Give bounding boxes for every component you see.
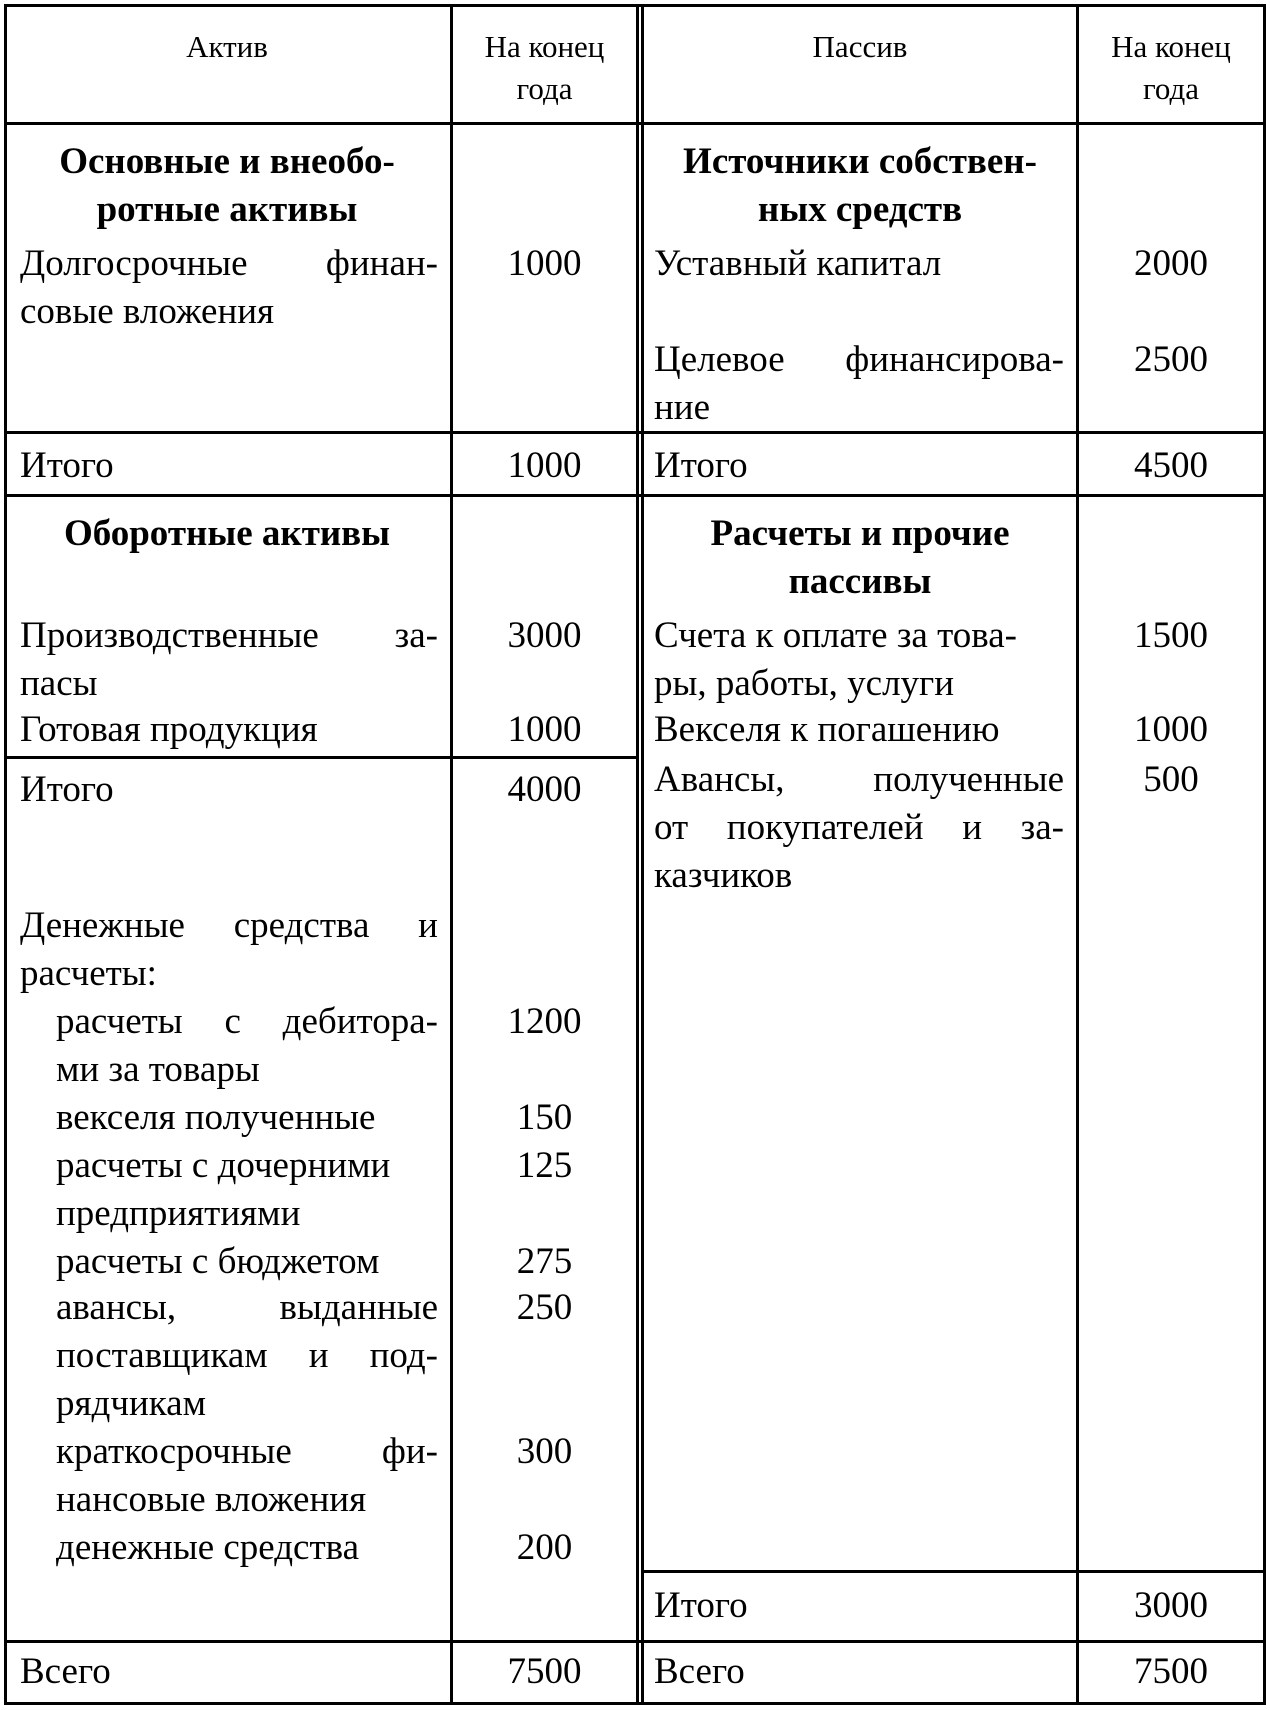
liability-grand-total-label: Всего: [654, 1651, 745, 1692]
cash-value: 200: [516, 1527, 573, 1568]
charter-capital-value: 2000: [1134, 243, 1208, 284]
liability-section2-total-line: [641, 1570, 1266, 1573]
grand-total-top-line: [4, 1640, 1266, 1643]
asset-section1-total-value: 1000: [507, 445, 582, 486]
longterm-investments-line2: совые вложения: [20, 291, 275, 332]
header-liability: Пассив: [812, 29, 908, 64]
liability-section2-title-line2: пассивы: [788, 561, 932, 602]
target-financing-value: 2500: [1134, 339, 1208, 380]
liability-section1-title-line2: ных средств: [757, 189, 963, 230]
cash-and-settlements-line2: расчеты:: [20, 953, 157, 994]
asset-section2-title: Оборотные активы: [63, 513, 391, 554]
shortterm-investments-line2: нансовые вложения: [56, 1479, 367, 1520]
payables-line1: Счета к оплате за това-: [654, 615, 1018, 656]
subsidiaries-line1: расчеты с дочерними: [56, 1145, 391, 1186]
longterm-investments-line1: Долгосрочные финан-: [20, 243, 438, 284]
bills-received-label: векселя полученные: [56, 1097, 376, 1138]
payables-line2: ры, работы, услуги: [654, 663, 955, 704]
budget-value: 275: [516, 1241, 573, 1282]
asset-section1-title-line2: ротные активы: [96, 189, 358, 230]
advances-issued-line2: поставщикам и под-: [56, 1335, 438, 1376]
cash-and-settlements-line1: Денежные средства и: [20, 905, 438, 946]
advances-issued-line1: авансы, выданные: [56, 1287, 438, 1328]
inventory-line2: пасы: [20, 663, 98, 704]
table-border-right: [1263, 4, 1266, 1705]
payables-value: 1500: [1134, 615, 1208, 656]
charter-capital-label: Уставный капитал: [654, 243, 942, 284]
subsidiaries-line2: предприятиями: [56, 1193, 301, 1234]
advances-issued-value: 250: [516, 1287, 573, 1328]
shortterm-investments-line1: краткосрочные фи-: [56, 1431, 438, 1472]
liability-section2-total-value: 3000: [1134, 1585, 1208, 1626]
liability-section1-title-line1: Источники собствен-: [683, 141, 1037, 182]
target-financing-line1: Целевое финансирова-: [654, 339, 1064, 380]
asset-liability-divider-1: [636, 4, 639, 1705]
longterm-investments-value: 1000: [507, 243, 582, 284]
target-financing-line2: ние: [654, 387, 711, 428]
advances-received-value: 500: [1143, 759, 1199, 800]
inventory-value: 3000: [507, 615, 582, 656]
section1-total-bottom-line: [4, 494, 1266, 497]
asset-grand-total-value: 7500: [507, 1651, 582, 1692]
budget-label: расчеты с бюджетом: [56, 1241, 380, 1282]
header-row-divider: [4, 122, 1266, 125]
table-border-left: [4, 4, 7, 1705]
inventory-line1: Производственные за-: [20, 615, 438, 656]
advances-received-line2: от покупателей и за-: [654, 807, 1064, 848]
advances-received-line1: Авансы, полученные: [654, 759, 1064, 800]
advances-received-line3: казчиков: [654, 855, 793, 896]
liability-section1-total-label: Итого: [654, 445, 748, 486]
finished-goods-label: Готовая продукция: [20, 709, 318, 750]
header-liability-period-line2: года: [1142, 71, 1200, 106]
asset-section1-title-line1: Основные и внеобо-: [59, 141, 395, 182]
subsidiaries-value: 125: [516, 1145, 573, 1186]
shortterm-investments-value: 300: [516, 1431, 573, 1472]
asset-liability-divider-2: [641, 4, 644, 1705]
finished-goods-value: 1000: [507, 709, 582, 750]
advances-issued-line3: рядчикам: [56, 1383, 207, 1424]
header-asset: Актив: [186, 29, 268, 64]
bills-payable-value: 1000: [1134, 709, 1208, 750]
debtors-value: 1200: [507, 1001, 582, 1042]
bills-payable-label: Векселя к погашению: [654, 709, 1000, 750]
header-liability-period-line1: На конец: [1111, 29, 1231, 64]
header-asset-period-line1: На конец: [484, 29, 605, 64]
liability-grand-total-value: 7500: [1134, 1651, 1208, 1692]
asset-section1-total-label: Итого: [20, 445, 114, 486]
cash-label: денежные средства: [56, 1527, 360, 1568]
debtors-line1: расчеты с дебитора-: [56, 1001, 438, 1042]
liability-section2-title-line1: Расчеты и прочие: [710, 513, 1010, 554]
asset-section2-total-label: Итого: [20, 769, 114, 810]
header-asset-period-line2: года: [516, 71, 573, 106]
liability-section2-total-label: Итого: [654, 1585, 748, 1626]
debtors-line2: ми за товары: [56, 1049, 260, 1090]
liability-section1-total-value: 4500: [1134, 445, 1208, 486]
asset-section2-total-line: [4, 756, 639, 759]
bills-received-value: 150: [516, 1097, 573, 1138]
section1-total-top-line: [4, 431, 1266, 434]
asset-grand-total-label: Всего: [20, 1651, 111, 1692]
asset-section2-total-value: 4000: [507, 769, 582, 810]
